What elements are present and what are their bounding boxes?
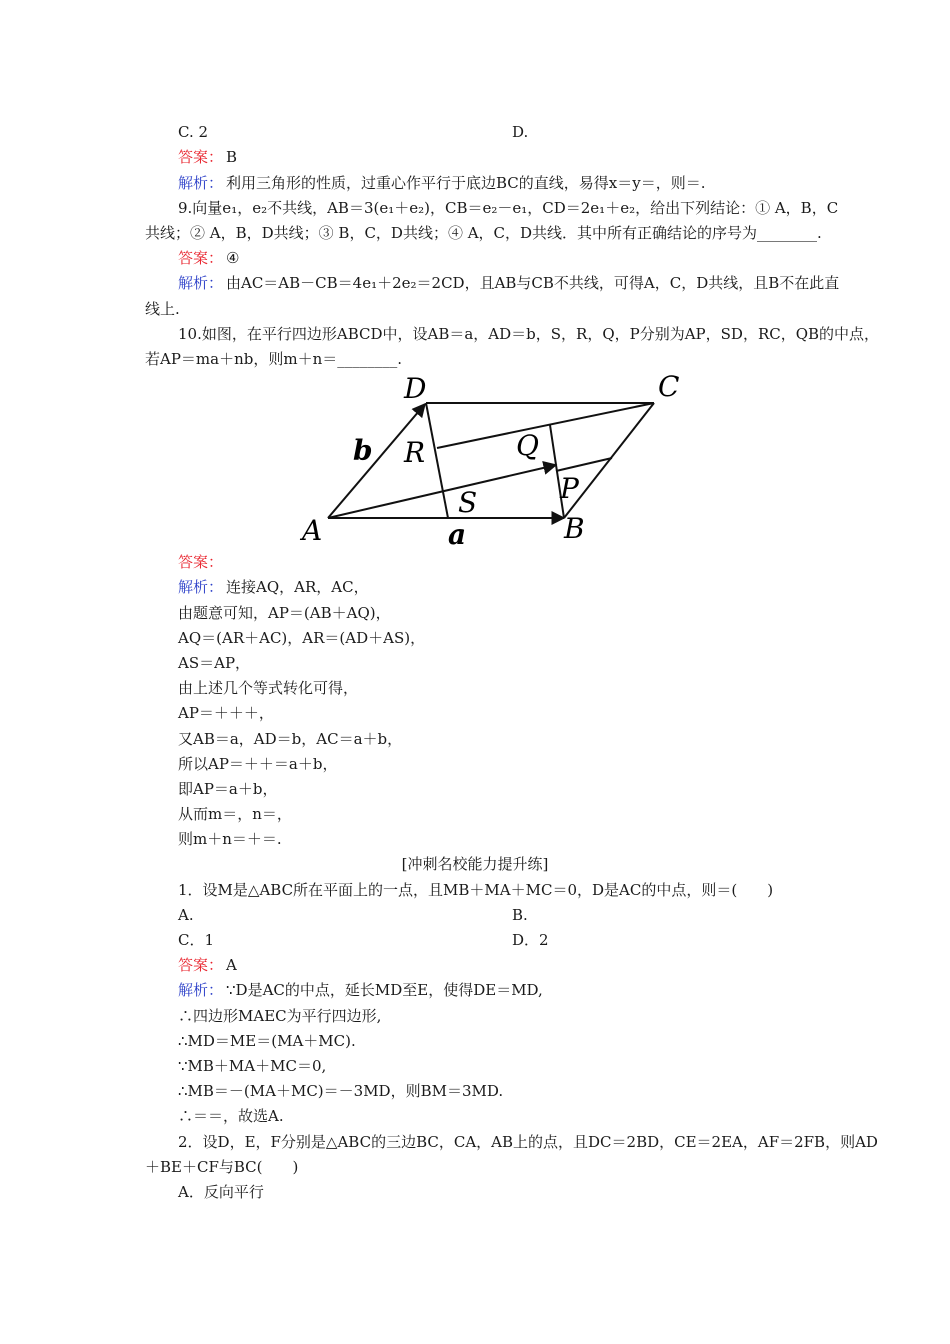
analysis-step: ∴MD＝ME＝(MA＋MC). — [178, 1032, 356, 1050]
analysis-step: 所以AP＝＋＋＝a＋b， — [178, 755, 338, 773]
option-a: A. — [178, 906, 194, 924]
analysis-label: 解析： — [178, 274, 224, 292]
answer-label: 答案： — [178, 249, 224, 267]
segment-rc — [437, 403, 654, 448]
answer-value: ④ — [226, 249, 240, 267]
analysis-step: AS＝AP， — [178, 654, 251, 672]
option-c: C．1 — [178, 931, 215, 949]
analysis-step: ∴MB＝－(MA＋MC)＝－3MD，则BM＝3MD. — [178, 1082, 504, 1100]
label-a: A — [302, 514, 323, 547]
answer-label: 答案： — [178, 148, 224, 166]
option-a: A．反向平行 — [178, 1183, 264, 1201]
analysis-step: 从而m＝，n＝， — [178, 805, 292, 823]
q9-stem-line1: 9.向量e₁，e₂不共线，AB＝3(e₁＋e₂)，CB＝e₂－e₁，CD＝2e₁＋e₂，给出下列结论：① A，B，C — [178, 199, 839, 217]
analysis-step: 由题意可知，AP＝(AB＋AQ)， — [178, 604, 391, 622]
analysis-step: ∴四边形MAEC为平行四边形, — [178, 1007, 382, 1025]
segment-pq-ext — [556, 458, 612, 471]
analysis-step: AQ＝(AR＋AC)，AR＝(AD＋AS)， — [178, 629, 426, 647]
segment-dr — [426, 403, 448, 518]
option-c: C. 2 — [178, 123, 209, 141]
p1-stem: 1．设M是△ABC所在平面上的一点，且MB＋MA＋MC＝0，D是AC的中点，则＝( ) — [178, 881, 774, 899]
answer-value: B — [226, 148, 238, 166]
parallelogram-figure — [298, 372, 688, 552]
label-s: S — [458, 486, 478, 519]
label-c: C — [658, 372, 680, 403]
label-d: D — [404, 372, 427, 405]
analysis-first-line: 连接AQ，AR，AC， — [226, 578, 369, 596]
answer-label: 答案： — [178, 956, 224, 974]
label-r: R — [404, 436, 426, 469]
q9-stem-line2: 共线；② A，B，D共线；③ B，C，D共线；④ A，C，D共线．其中所有正确结论的序号为________. — [145, 224, 822, 242]
option-b: B. — [512, 906, 528, 924]
analysis-step: 则m＋n＝＋＝. — [178, 830, 282, 848]
label-p: P — [560, 472, 579, 505]
analysis-text: 利用三角形的性质，过重心作平行于底边BC的直线，易得x＝y＝，则＝. — [226, 174, 706, 192]
label-q: Q — [516, 429, 539, 462]
analysis-step: ∴＝＝，故选A. — [178, 1107, 284, 1125]
analysis-first-line: ∵D是AC的中点，延长MD至E，使得DE＝MD, — [226, 981, 543, 999]
option-d: D. — [512, 123, 529, 141]
analysis-line2: 线上. — [145, 300, 180, 318]
analysis-step: 由上述几个等式转化可得， — [178, 679, 359, 697]
answer-label: 答案： — [178, 553, 224, 571]
label-b: B — [564, 512, 585, 545]
analysis-line1: 由AC＝AB－CB＝4e₁＋2e₂＝2CD，且AB与CB不共线，可得A，C，D共线，且B不在此直 — [226, 274, 840, 292]
option-d: D．2 — [512, 931, 549, 949]
q10-stem-line1: 10.如图，在平行四边形ABCD中，设AB＝a，AD＝b，S，R，Q，P分别为AP，SD，RC，QB的中点， — [178, 325, 880, 343]
analysis-step: 又AB＝a，AD＝b，AC＝a＋b， — [178, 730, 403, 748]
p2-stem-line2: ＋BE＋CF与BC( ) — [145, 1158, 299, 1176]
analysis-step: AP＝＋＋＋， — [178, 704, 274, 722]
answer-value: A — [226, 956, 237, 974]
q10-stem-line2: 若AP＝ma＋nb，则m＋n＝________. — [145, 350, 403, 368]
analysis-label: 解析： — [178, 578, 224, 596]
label-a-vector: a — [448, 518, 467, 551]
label-b-vector: b — [353, 434, 373, 467]
p2-stem-line1: 2．设D，E，F分别是△ABC的三边BC，CA，AB上的点，且DC＝2BD，CE＝2EA，AF＝2FB，则AD — [178, 1133, 878, 1151]
analysis-step: ∵MB＋MA＋MC＝0, — [178, 1057, 327, 1075]
section-title: [冲刺名校能力提升练] — [401, 855, 549, 873]
analysis-label: 解析： — [178, 174, 224, 192]
analysis-label: 解析： — [178, 981, 224, 999]
analysis-step: 即AP＝a＋b， — [178, 780, 278, 798]
